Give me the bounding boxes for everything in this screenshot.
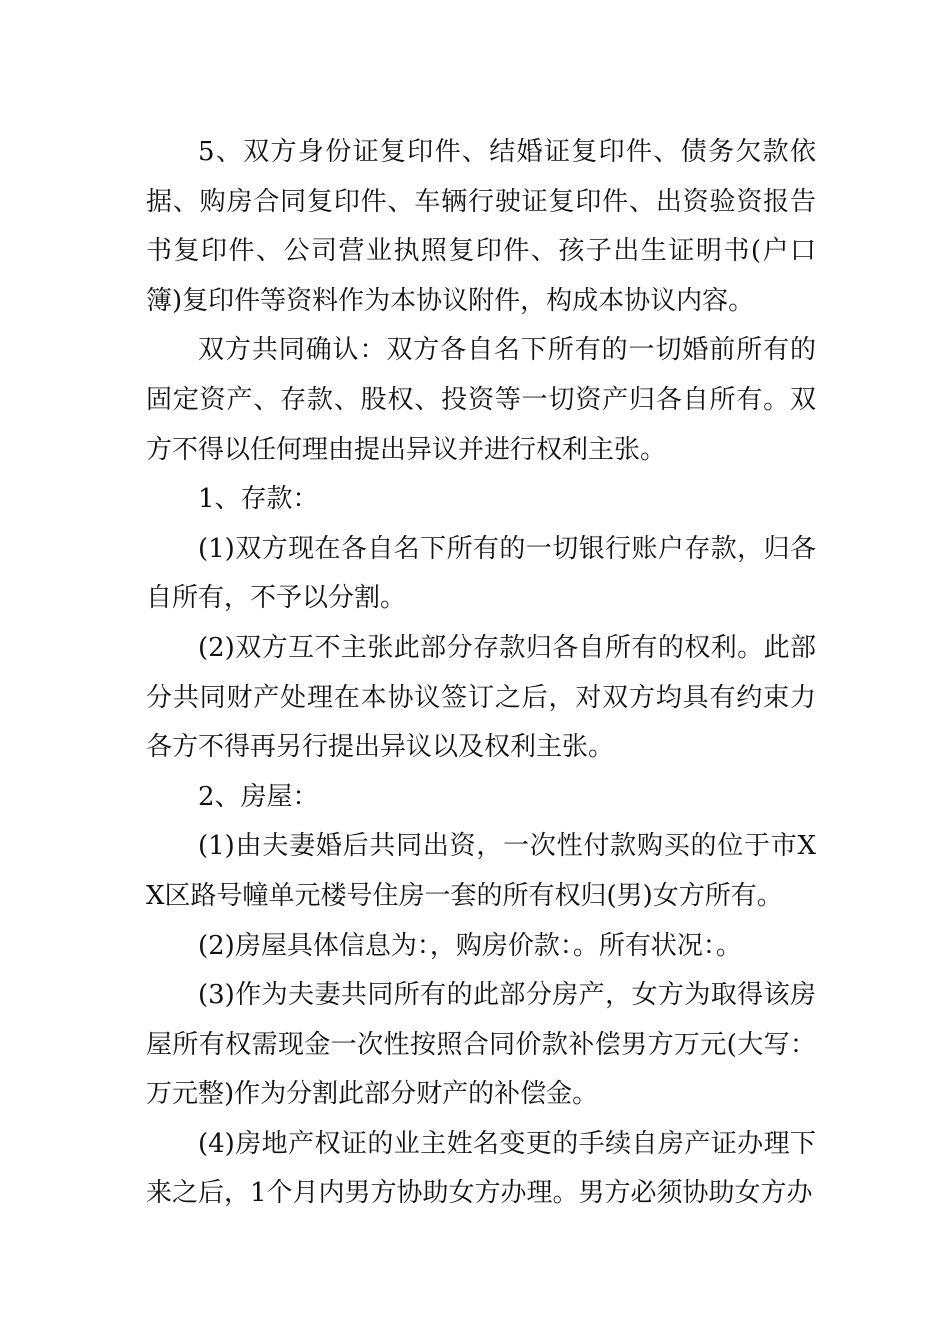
paragraph-confirmation: 双方共同确认：双方各自名下所有的一切婚前所有的固定资产、存款、股权、投资等一切资产归各自所有。双方不得以任何理由提出异议并进行权利主张。 xyxy=(146,335,816,465)
paragraph-attachments: 5、双方身份证复印件、结婚证复印件、债务欠款依据、购房合同复印件、车辆行驶证复印件、出资验资报告书复印件、公司营业执照复印件、孩子出生证明书(户口簿)复印件等资料作为本协议附件，构成本协议内容。 xyxy=(146,137,816,316)
section-heading-deposits: 1、存款： xyxy=(198,484,319,515)
document-body xyxy=(146,128,816,1219)
paragraph-housing-1: (1)由夫妻婚后共同出资，一次性付款购买的位于市XX区路号幢单元楼号住房一套的所有权归(男)女方所有。 xyxy=(146,831,816,911)
paragraph-housing-2: (2)房屋具体信息为：，购房价款：。所有状况：。 xyxy=(198,930,742,961)
paragraph-deposits-2: (2)双方互不主张此部分存款归各自所有的权利。此部分共同财产处理在本协议签订之后，对双方均具有约束力各方不得再另行提出异议以及权利主张。 xyxy=(146,632,816,763)
paragraph-housing-3: (3)作为夫妻共同所有的此部分房产，女方为取得该房屋所有权需现金一次性按照合同价款补偿男方万元(大写：万元整)作为分割此部分财产的补偿金。 xyxy=(146,980,816,1110)
paragraph-housing-4: (4)房地产权证的业主姓名变更的手续自房产证办理下来之后，1个月内男方协助女方办理。男方必须协助女方办 xyxy=(146,1128,816,1209)
paragraph-deposits-1: (1)双方现在各自名下所有的一切银行账户存款，归各自所有，不予以分割。 xyxy=(146,533,816,614)
section-heading-housing: 2、房屋： xyxy=(198,781,319,812)
